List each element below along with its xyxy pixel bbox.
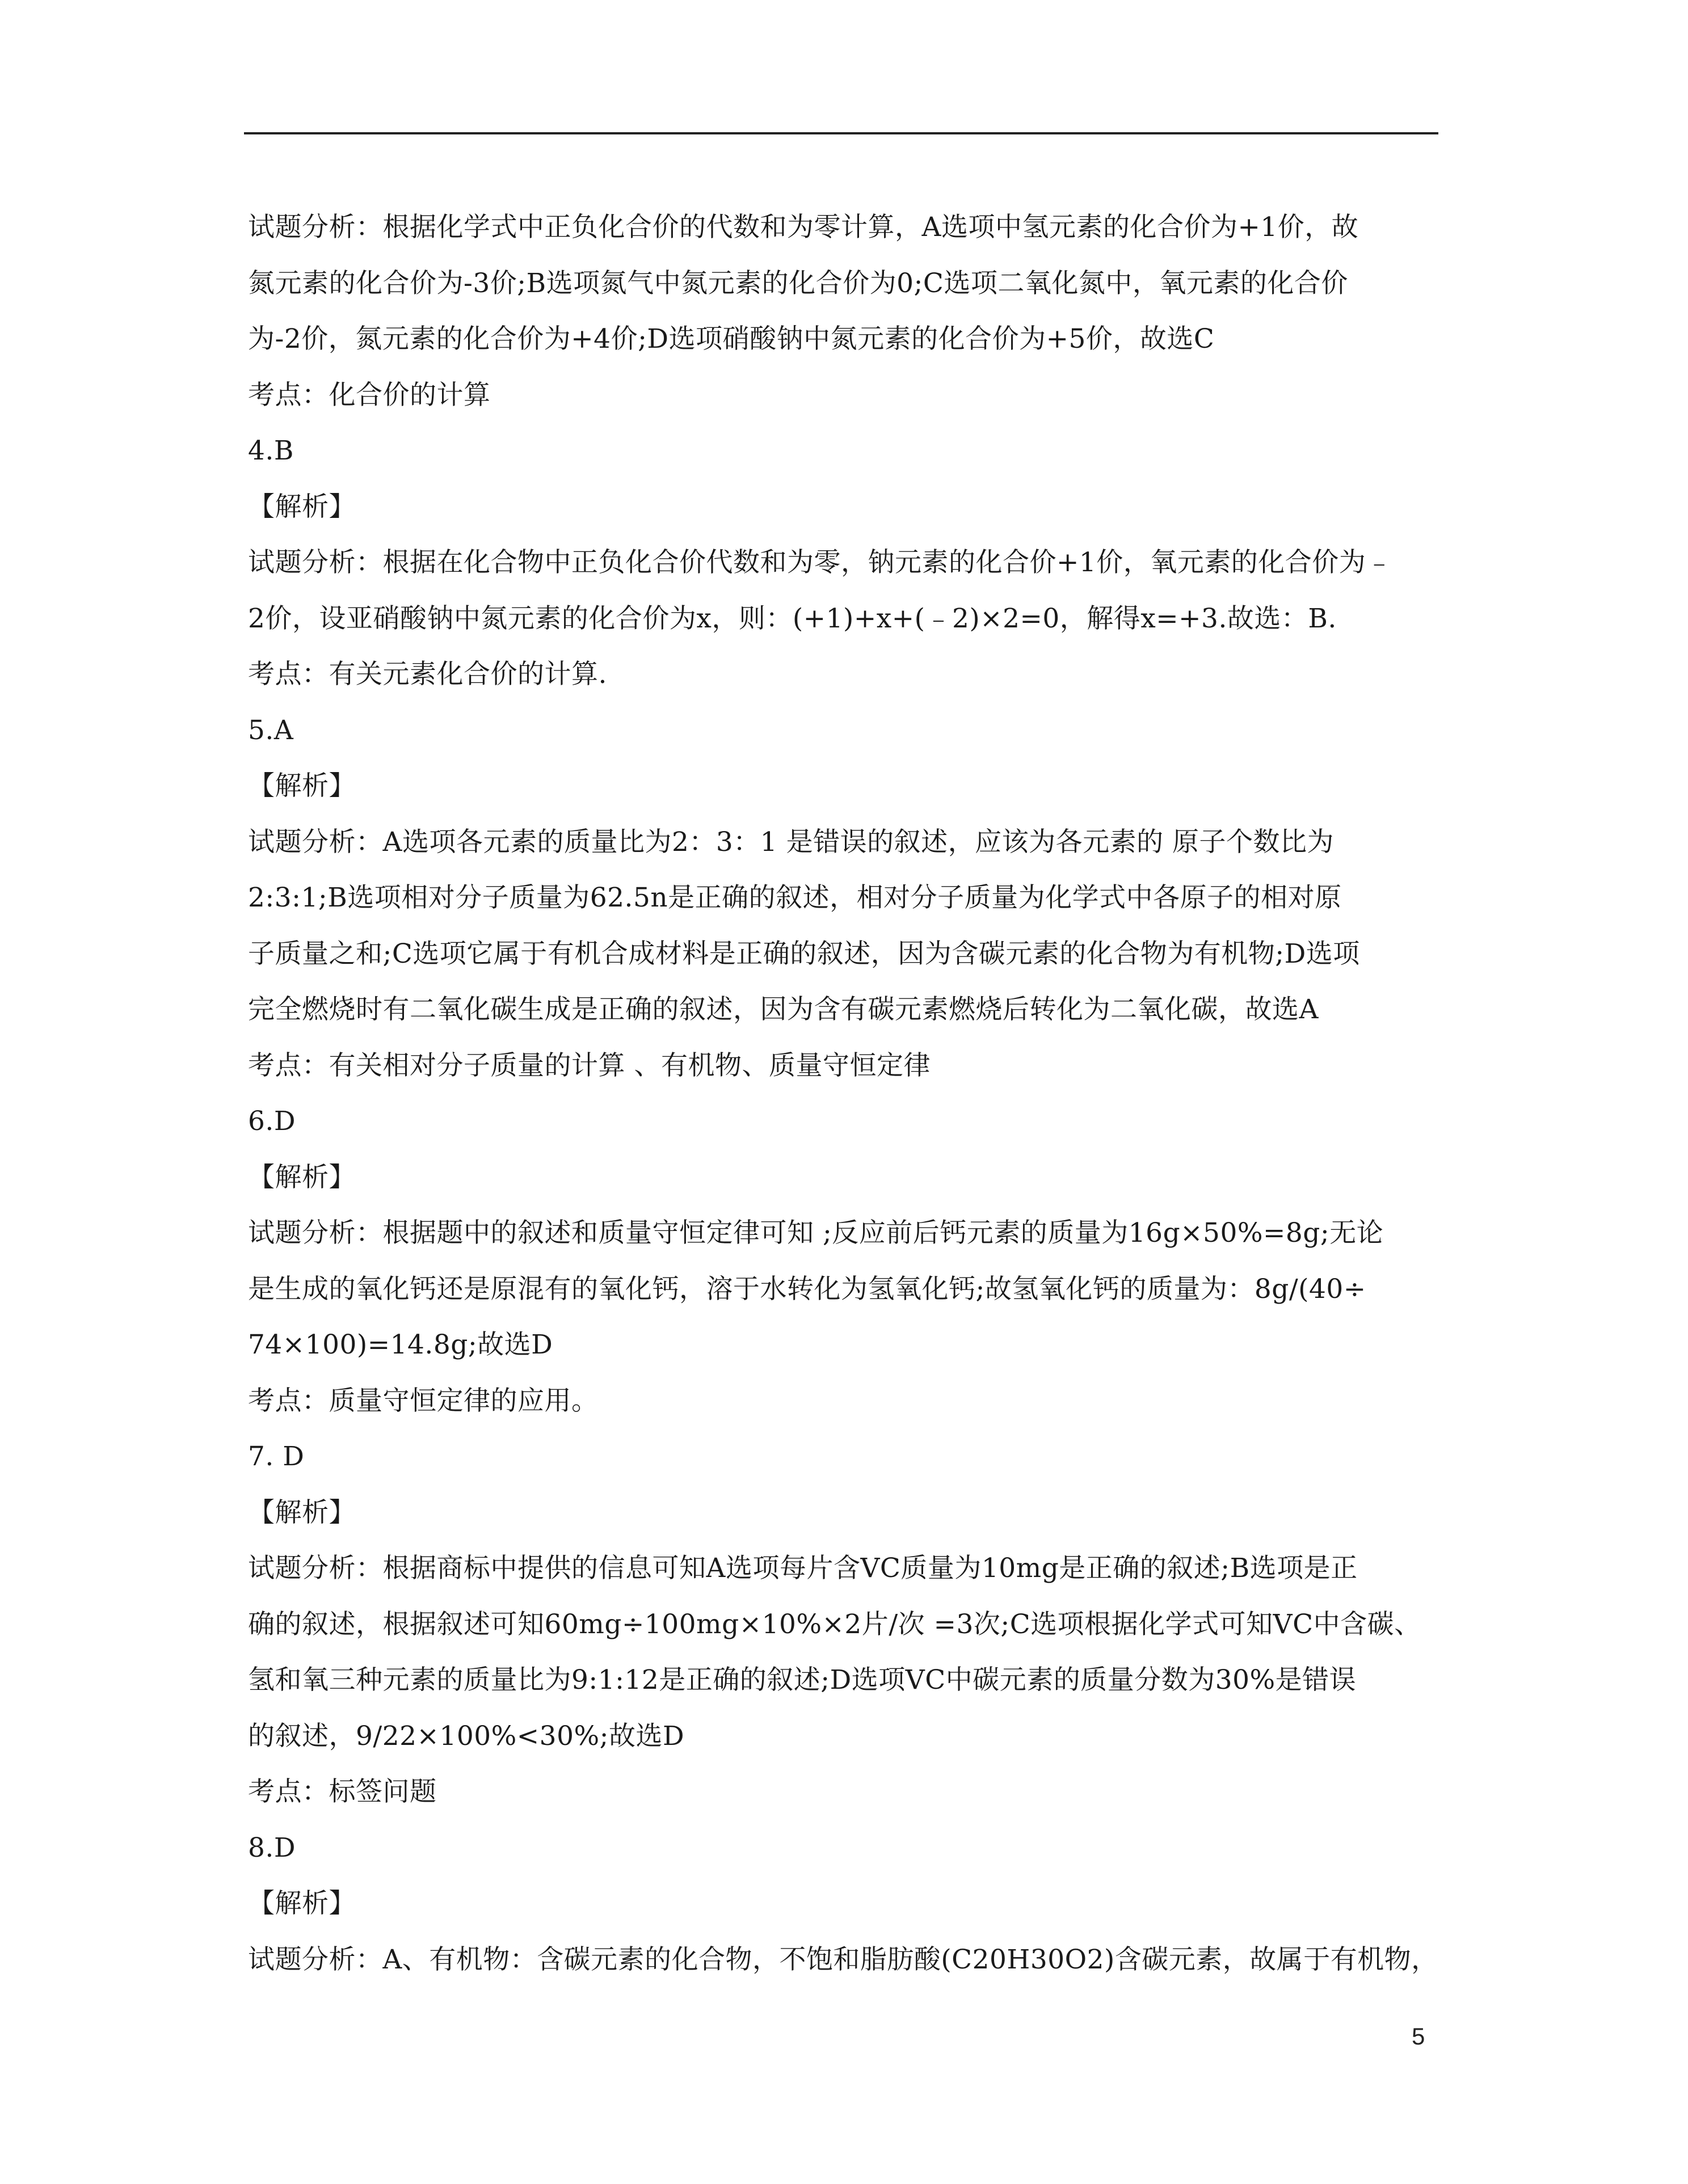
text-line: 考点：有关相对分子质量的计算 、有机物、质量守恒定律 <box>248 1049 931 1081</box>
text-line: 的叙述，9/22×100%<30%;故选D <box>248 1720 685 1752</box>
text-line: 74×100)=14.8g;故选D <box>248 1329 553 1360</box>
text-line: 氮元素的化合价为-3价;B选项氮气中氮元素的化合价为0;C选项二氧化氮中，氧元素的化合价 <box>248 267 1348 299</box>
text-line: 2:3:1;B选项相对分子质量为62.5n是正确的叙述，相对分子质量为化学式中各原子的相对原 <box>248 882 1342 913</box>
text-line: 考点：化合价的计算 <box>248 379 491 411</box>
document-body <box>248 200 1438 1988</box>
text-line: 试题分析：根据商标中提供的信息可知A选项每片含VC质量为10mg是正确的叙述;B选项是正 <box>248 1553 1358 1584</box>
header-rule <box>244 132 1438 134</box>
text-line: 5.A <box>248 714 294 746</box>
text-line: 氢和氧三种元素的质量比为9:1:12是正确的叙述;D选项VC中碳元素的质量分数为30%是错误 <box>248 1664 1357 1696</box>
text-line: 2价，设亚硝酸钠中氮元素的化合价为x，则：(+1)+x+(﹣2)×2=0，解得x=+3.故选：B. <box>248 602 1337 634</box>
text-line: 子质量之和;C选项它属于有机合成材料是正确的叙述，因为含碳元素的化合物为有机物;D选项 <box>248 938 1360 969</box>
text-line: 【解析】 <box>248 491 356 522</box>
text-line: 完全燃烧时有二氧化碳生成是正确的叙述，因为含有碳元素燃烧后转化为二氧化碳，故选A <box>248 994 1319 1025</box>
text-line: 试题分析：A、有机物：含碳元素的化合物，不饱和脂肪酸(C20H30O2)含碳元素，故属于有机物， <box>248 1943 1438 1975</box>
page-number: 5 <box>1412 2023 1425 2050</box>
text-line: 考点：质量守恒定律的应用。 <box>248 1385 599 1416</box>
text-line: 【解析】 <box>248 1496 356 1528</box>
text-line: 试题分析：根据题中的叙述和质量守恒定律可知 ;反应前后钙元素的质量为16g×50%=8g;无论 <box>248 1217 1384 1249</box>
text-line: 试题分析：根据化学式中正负化合价的代数和为零计算，A选项中氢元素的化合价为+1价，故 <box>248 212 1359 243</box>
text-line: 【解析】 <box>248 770 356 802</box>
text-line: 4.B <box>248 435 294 466</box>
text-line: 【解析】 <box>248 1161 356 1193</box>
text-line: 考点：有关元素化合价的计算. <box>248 659 607 690</box>
text-line: 试题分析：A选项各元素的质量比为2：3：1 是错误的叙述，应该为各元素的 原子个数比为 <box>248 826 1335 858</box>
text-line: 8.D <box>248 1832 296 1863</box>
text-line: 考点：标签问题 <box>248 1776 437 1807</box>
text-line: 为-2价，氮元素的化合价为+4价;D选项硝酸钠中氮元素的化合价为+5价，故选C <box>248 323 1215 355</box>
text-line: 6.D <box>248 1106 296 1137</box>
text-line: 确的叙述，根据叙述可知60mg÷100mg×10%×2片/次 =3次;C选项根据化学式可知VC中含碳、 <box>248 1608 1421 1640</box>
text-line: 试题分析：根据在化合物中正负化合价代数和为零，钠元素的化合价+1价，氧元素的化合价为﹣ <box>248 547 1393 578</box>
text-line: 是生成的氧化钙还是原混有的氧化钙，溶于水转化为氢氧化钙;故氢氧化钙的质量为：8g/(40÷ <box>248 1273 1366 1305</box>
text-line: 7. D <box>248 1441 305 1472</box>
text-line: 【解析】 <box>248 1888 356 1919</box>
